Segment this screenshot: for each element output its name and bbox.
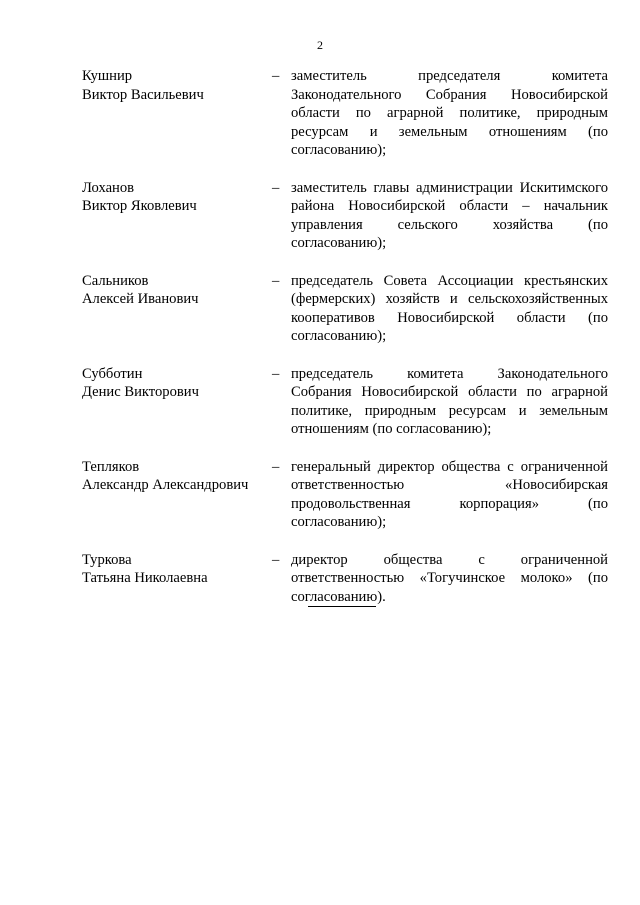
member-name: [82, 458, 267, 495]
dash-separator: –: [272, 68, 280, 84]
member-given-names: Денис Викторович: [82, 384, 199, 400]
member-role: заместитель председателя комитета Законодательного Собрания Новосибирской области по аграрной политике, природным ресурсам и земельным отношениям (по согласованию);: [291, 68, 608, 158]
member-entry-2: [82, 179, 608, 253]
member-given-names: Татьяна Николаевна: [82, 570, 208, 586]
member-name: [82, 551, 267, 588]
member-given-names: Александр Александрович: [82, 477, 249, 493]
member-role: директор общества с ограниченной ответственностью «Тогучинское молоко» (по согласованию).: [291, 551, 608, 605]
dash-separator: –: [272, 551, 280, 568]
member-name: [82, 67, 267, 104]
member-role: председатель комитета Законодательного Собрания Новосибирской области по аграрной политике, природным ресурсам и земельным отношениям (по согласованию);: [291, 365, 608, 437]
member-entry-6: [82, 551, 608, 607]
member-entry-1: [82, 67, 608, 160]
member-surname: Сальников: [82, 272, 149, 289]
member-entry-5: [82, 458, 608, 532]
member-surname: Лоханов: [82, 179, 135, 196]
member-name: [82, 365, 267, 402]
member-given-names: Виктор Яковлевич: [82, 198, 197, 214]
member-role: заместитель главы администрации Искитимского района Новосибирской области – начальник управления сельского хозяйства (по согласованию);: [291, 179, 608, 251]
page-number: 2: [317, 38, 323, 52]
member-role: генеральный директор общества с ограниченной ответственностью «Новосибирская продовольственная корпорация» (по согласованию);: [291, 458, 608, 530]
member-given-names: Виктор Васильевич: [82, 86, 204, 103]
end-of-document-rule: [308, 606, 376, 607]
member-surname: Туркова: [82, 551, 132, 568]
dash-separator: –: [272, 365, 280, 382]
member-role: председатель Совета Ассоциации крестьянских (фермерских) хозяйств и сельскохозяйственных кооперативов Новосибирской области (по согласованию);: [291, 272, 608, 344]
member-surname: Тепляков: [82, 458, 140, 475]
dash-separator: –: [272, 179, 280, 196]
member-surname: Кушнир: [82, 68, 133, 84]
member-name: [82, 179, 267, 216]
dash-separator: –: [272, 458, 280, 475]
member-name: [82, 272, 267, 309]
dash-separator: –: [272, 272, 280, 289]
members-list: [82, 67, 608, 625]
member-entry-4: [82, 365, 608, 439]
member-entry-3: [82, 272, 608, 346]
member-surname: Субботин: [82, 365, 143, 382]
member-given-names: Алексей Иванович: [82, 291, 199, 307]
